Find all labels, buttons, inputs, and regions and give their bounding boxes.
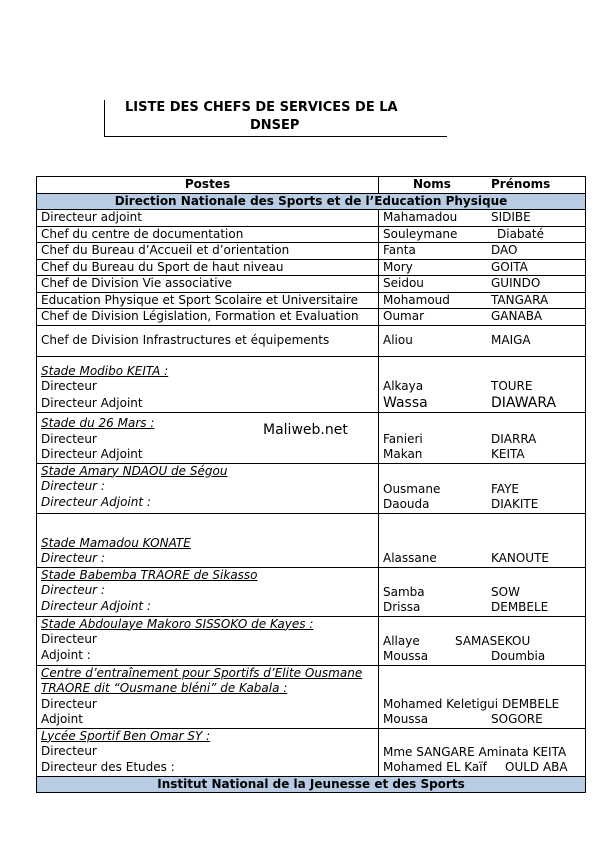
row-prenom: GUINDO — [491, 276, 541, 290]
table-row — [37, 276, 586, 293]
watermark: Maliweb.net — [263, 422, 348, 438]
row-nom: Seidou — [383, 276, 424, 290]
lycee-row — [37, 728, 586, 776]
section-title: Direction Nationale des Sports et de l’Education Physique — [37, 193, 586, 210]
header-noms: Noms — [413, 177, 451, 191]
row-prenom: DIAWARA — [491, 394, 557, 411]
row-nom: Wassa — [383, 394, 428, 411]
row-prenom: KANOUTE — [491, 551, 549, 565]
row-prenom: DIAKITE — [491, 497, 539, 511]
row-nom: Daouda — [383, 497, 430, 511]
row-poste: Chef du Bureau d’Accueil et d’orientation — [37, 243, 379, 260]
lycee-heading: Lycée Sportif Ben Omar SY : — [41, 728, 211, 743]
row-nom: Samba — [383, 584, 425, 599]
row-nom: Alassane — [383, 551, 437, 565]
row-nom: Allaye — [383, 633, 420, 648]
stade-babemba-row — [37, 567, 586, 616]
row-nom: Ousmane — [383, 481, 441, 496]
table-row — [37, 292, 586, 309]
table-row — [37, 226, 586, 243]
row-nom: Moussa — [383, 712, 429, 726]
row-nom: Moussa — [383, 649, 429, 663]
table-row — [37, 309, 586, 326]
role: Directeur — [41, 744, 97, 758]
row-nom: Fanta — [383, 243, 416, 257]
role: Directeur Adjoint : — [41, 494, 151, 509]
role: Directeur — [41, 379, 97, 393]
row-prenom: SOGORE — [491, 712, 543, 726]
row-nom: Mohamed EL Kaïf — [383, 760, 487, 774]
row-poste: Chef de Division Vie associative — [37, 276, 379, 293]
row-prenom: Diabaté — [497, 226, 544, 241]
row-poste: Chef du Bureau du Sport de haut niveau — [37, 259, 379, 276]
row-nom: Aliou — [383, 332, 413, 347]
row-prenom: TOURE — [491, 379, 533, 393]
title-line-2: DNSEP — [250, 118, 300, 133]
centre-kabala-row — [37, 665, 586, 728]
row-nom: Mory — [383, 259, 413, 274]
row-nom: Makan — [383, 447, 423, 461]
role: Directeur : — [41, 551, 105, 565]
section-dnsep — [37, 193, 586, 210]
row-nom: Souleymane — [383, 226, 458, 241]
role: Directeur — [41, 696, 97, 711]
stade-konate-row — [37, 513, 586, 567]
document-title — [104, 100, 447, 137]
row-prenom: GOITA — [491, 259, 528, 274]
stade-heading: Stade Abdoulaye Makoro SISSOKO de Kayes : — [41, 616, 314, 631]
stade-kayes-row — [37, 616, 586, 665]
row-prenom: Doumbia — [491, 649, 546, 663]
role: Directeur : — [41, 479, 105, 493]
row-prenom: DAO — [491, 243, 518, 257]
section-injs — [37, 776, 586, 793]
row-prenom: TANGARA — [491, 292, 549, 307]
role: Directeur Adjoint — [41, 447, 143, 461]
table-row — [37, 259, 586, 276]
role: Directeur Adjoint : — [41, 598, 151, 613]
stade-heading: Stade Modibo KEITA : — [41, 363, 169, 378]
stade-amary-row — [37, 463, 586, 513]
role: Directeur : — [41, 583, 105, 597]
row-poste: Chef de Division Infrastructures et équipements — [37, 325, 379, 356]
row-prenom: MAIGA — [491, 332, 531, 347]
stade-heading: Stade Babemba TRAORE de Sikasso — [41, 567, 258, 582]
section-title: Institut National de la Jeunesse et des Sports — [37, 776, 586, 793]
header-postes: Postes — [37, 177, 379, 194]
role: Adjoint : — [41, 647, 91, 662]
stade-heading: Stade du 26 Mars : — [41, 416, 155, 430]
stade-heading: Stade Amary NDAOU de Ségou — [41, 463, 228, 478]
table-row — [37, 243, 586, 260]
row-prenom: DEMBELE — [491, 600, 549, 614]
row-prenom: DIARRA — [491, 431, 537, 446]
role: Directeur — [41, 431, 97, 446]
row-prenom: GANABA — [491, 309, 543, 323]
row-nom: Mme SANGARE Aminata KEITA — [383, 744, 567, 759]
row-prenom: SAMASEKOU — [455, 633, 531, 648]
stade-heading: Stade Mamadou KONATE — [41, 535, 191, 550]
header-noms-prenoms — [379, 177, 586, 194]
table-row — [37, 325, 586, 356]
title-line-1: LISTE DES CHEFS DE SERVICES DE LA — [125, 100, 398, 115]
row-poste: Education Physique et Sport Scolaire et Universitaire — [37, 292, 379, 309]
role: Directeur Adjoint — [41, 395, 143, 410]
chefs-table — [36, 176, 586, 793]
row-nom: Fanieri — [383, 431, 423, 446]
row-nom: Mahamadou — [383, 210, 458, 224]
centre-heading: Centre d’entraînement pour Sportifs d’Elite Ousmane — [41, 665, 363, 680]
role: Directeur des Etudes : — [41, 759, 175, 774]
table-row — [37, 210, 586, 227]
centre-heading: TRAORE dit “Ousmane bléni” de Kabala : — [41, 681, 288, 695]
role: Adjoint — [41, 712, 83, 726]
role: Directeur — [41, 632, 97, 646]
row-nom: Oumar — [383, 309, 425, 323]
row-prenom: KEITA — [491, 447, 525, 461]
row-nom: Alkaya — [383, 379, 424, 393]
row-prenom: OULD ABA — [505, 760, 568, 774]
row-poste: Chef du centre de documentation — [37, 226, 379, 243]
row-poste: Chef de Division Législation, Formation et Evaluation — [37, 309, 379, 326]
stade-modibo-postes — [37, 356, 379, 412]
row-nom: Mohamoud — [383, 292, 450, 307]
stade-modibo-row — [37, 356, 586, 412]
row-prenom: FAYE — [491, 481, 519, 496]
row-poste: Directeur adjoint — [37, 210, 379, 227]
table-header — [37, 177, 586, 194]
row-nom: Mohamed Keletigui DEMBELE — [383, 696, 560, 711]
header-prenoms: Prénoms — [491, 177, 551, 191]
row-prenom: SOW — [491, 584, 520, 599]
row-prenom: SIDIBE — [491, 210, 531, 224]
row-nom: Drissa — [383, 600, 421, 614]
